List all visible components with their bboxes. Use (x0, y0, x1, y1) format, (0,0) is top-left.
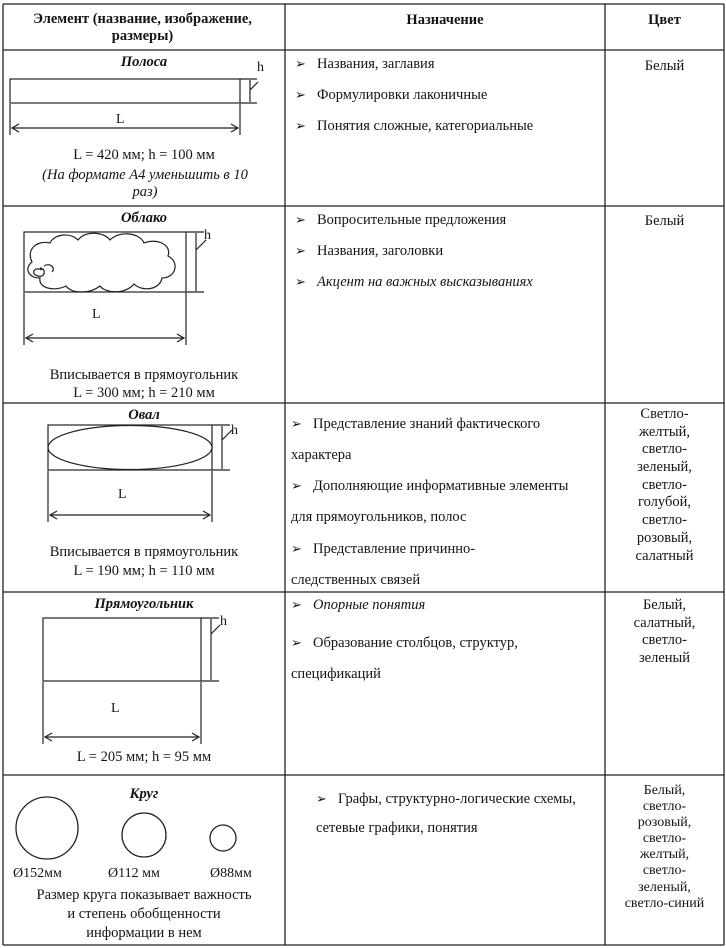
bullet-arrow-icon: ➢ (295, 56, 306, 71)
circle-large-diameter: Ø152мм (13, 866, 62, 881)
cloud-purpose-2: ➢ Названия, заголовки (295, 243, 444, 259)
strip-caption-line1: L = 420 мм; h = 100 мм (73, 147, 215, 163)
bullet-arrow-icon: ➢ (295, 243, 306, 258)
header-purpose: Назначение (406, 12, 484, 28)
bullet-arrow-icon: ➢ (295, 87, 306, 102)
cloud-caption-line2: L = 300 мм; h = 210 мм (73, 385, 215, 401)
row-cloud-title: Облако (120, 210, 168, 226)
cloud-purpose-1: ➢ Вопросительные предложения (295, 212, 507, 228)
circle-caption-line3: информации в нем (86, 925, 202, 941)
strip-purpose-1: ➢ Названия, заглавия (295, 56, 435, 72)
strip-caption-line2: (На формате А4 уменьшить в 10 раз) (42, 167, 248, 200)
strip-color: Белый (644, 58, 685, 74)
rectangle-dim-L: L (111, 701, 120, 716)
rectangle-dim-h: h (220, 614, 227, 629)
bullet-arrow-icon: ➢ (295, 118, 306, 133)
circle-purpose-1: ➢ Графы, структурно-логические схемы, сетевые графики, понятия (316, 784, 606, 843)
oval-purpose-3: ➢ Представление причинно-следственных связей (291, 533, 541, 596)
row-circle-title: Круг (129, 786, 159, 802)
strip-dim-h: h (257, 60, 264, 75)
bullet-arrow-icon: ➢ (295, 212, 306, 227)
strip-purpose-2: ➢ Формулировки лаконичные (295, 87, 488, 103)
bullet-arrow-icon: ➢ (291, 541, 302, 556)
row-oval-title: Овал (128, 407, 160, 423)
circle-caption-line1: Размер круга показывает важность (36, 887, 252, 903)
rectangle-purpose-2: ➢ Образование столбцов, структур, спецификаций (291, 627, 591, 690)
rectangle-color: Белый, салатный, светло- зеленый (633, 597, 696, 667)
circle-small-diameter: Ø88мм (210, 866, 252, 881)
row-rectangle-title: Прямоугольник (94, 596, 194, 612)
oval-dim-L: L (118, 487, 127, 502)
rectangle-caption: L = 205 мм; h = 95 мм (76, 749, 212, 765)
row-strip-title: Полоса (120, 54, 168, 70)
header-element: Элемент (название, изображение, размеры) (33, 11, 252, 45)
strip-purpose-3: ➢ Понятия сложные, категориальные (295, 118, 534, 134)
circle-caption-line2: и степень обобщенности (67, 906, 221, 922)
rectangle-purpose-1: ➢ Опорные понятия (291, 597, 426, 613)
bullet-arrow-icon: ➢ (291, 635, 302, 650)
oval-caption-line1: Вписывается в прямоугольник (49, 544, 239, 560)
bullet-arrow-icon: ➢ (291, 597, 302, 612)
oval-caption-line2: L = 190 мм; h = 110 мм (73, 563, 215, 579)
cloud-caption-line1: Вписывается в прямоугольник (49, 367, 239, 383)
header-color: Цвет (648, 12, 681, 28)
bullet-arrow-icon: ➢ (316, 791, 327, 806)
oval-color: Светло- желтый, светло- зеленый, светло- голубой, светло- розовый, салатный (635, 406, 694, 564)
bullet-arrow-icon: ➢ (291, 478, 302, 493)
oval-purpose-1: ➢ Представление знаний фактического характера (291, 408, 601, 471)
cloud-dim-h: h (204, 228, 211, 243)
strip-dim-L: L (116, 112, 125, 127)
cloud-purpose-3: ➢ Акцент на важных высказываниях (295, 274, 533, 290)
bullet-arrow-icon: ➢ (295, 274, 306, 289)
cloud-dim-L: L (92, 307, 101, 322)
circle-color: Белый, светло- розовый, светло- желтый, светло- зеленый, светло-синий (624, 783, 705, 911)
bullet-arrow-icon: ➢ (291, 416, 302, 431)
oval-dim-h: h (231, 423, 238, 438)
cloud-color: Белый (644, 213, 685, 229)
circle-medium-diameter: Ø112 мм (108, 866, 160, 881)
oval-purpose-2: ➢ Дополняющие информативные элементы для прямоугольников, полос (291, 470, 591, 533)
